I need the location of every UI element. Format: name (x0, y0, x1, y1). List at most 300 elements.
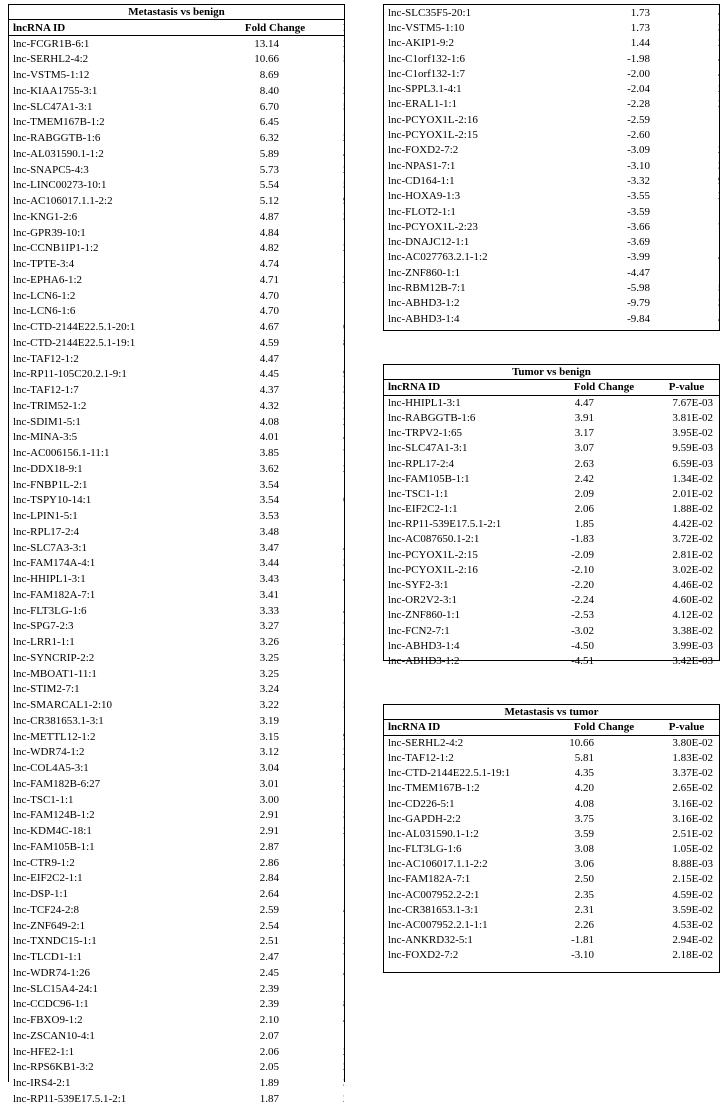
lncrna-id-cell: lnc-CTD-2144E22.5.1-20:1 (13, 321, 136, 334)
lncrna-id-cell: lnc-CCNB1IP1-1:2 (13, 242, 99, 255)
p-value-cell (343, 461, 344, 477)
p-value-cell (343, 52, 344, 68)
fold-change-cell: 1.89 (259, 1077, 279, 1090)
table-row (9, 587, 344, 603)
lncrna-id-cell: lnc-ERAL1-1:1 (388, 98, 458, 111)
lncrna-id-cell: lnc-FLT3LG-1:6 (13, 604, 87, 617)
p-value-cell (343, 650, 344, 666)
p-value-cell (343, 997, 344, 1013)
fold-change-cell: 8.69 (259, 69, 279, 82)
table-row (384, 280, 719, 295)
p-value-cell: 4.53E-02 (672, 919, 713, 932)
lncrna-id-cell: lnc-SNAPC5-4:3 (13, 163, 89, 176)
table-row (9, 634, 344, 650)
fold-change-cell: -4.51 (571, 654, 594, 667)
p-value-cell (343, 477, 344, 493)
fold-change-cell: 4.74 (259, 258, 279, 271)
table-row (384, 471, 719, 486)
lncrna-id-cell: lnc-HHIPL1-3:1 (388, 397, 461, 410)
fold-change-cell: 2.59 (259, 903, 279, 916)
fold-change-cell: -4.50 (571, 639, 594, 652)
metastasis-vs-benign-table (8, 4, 345, 1105)
fold-change-cell: 2.09 (574, 487, 594, 500)
lncrna-id-cell: lnc-STIM2-7:1 (13, 683, 80, 696)
lncrna-id-cell: lnc-FAM124B-1:2 (13, 809, 95, 822)
lncrna-id-cell: lnc-MINA-3:5 (13, 431, 78, 444)
lncrna-id-cell: lnc-PCYOX1L-2:16 (388, 113, 478, 126)
p-value-cell (343, 445, 344, 461)
table-row (384, 811, 719, 826)
fold-change-cell: -9.84 (627, 312, 650, 325)
fold-change-cell: -1.81 (571, 934, 594, 947)
table-row (9, 319, 344, 335)
p-value-cell (718, 127, 719, 142)
table-row (384, 36, 719, 51)
p-value-cell: 7.67E-03 (672, 397, 713, 410)
table-row (9, 540, 344, 556)
table-row (384, 250, 719, 265)
fold-change-cell: 2.87 (259, 840, 279, 853)
p-value-cell: 8.88E-03 (672, 858, 713, 871)
fold-change-cell: 3.33 (259, 604, 279, 617)
lncrna-id-cell: lnc-ZNF860-1:1 (388, 609, 461, 622)
fold-change-cell: 5.12 (259, 195, 279, 208)
fold-change-cell: 2.10 (259, 1014, 279, 1027)
fold-change-cell: 2.91 (259, 825, 279, 838)
p-value-cell: 1.05E-02 (672, 843, 713, 856)
fold-change-cell: 3.01 (259, 777, 279, 790)
lncrna-id-cell: lnc-C1orf132-1:7 (388, 67, 465, 80)
fold-change-cell: 2.51 (259, 935, 279, 948)
fold-change-cell: 2.47 (259, 951, 279, 964)
p-value-cell: 3.80E-02 (672, 737, 713, 750)
lncrna-id-cell: lnc-FNBP1L-2:1 (13, 478, 88, 491)
fold-change-cell: 4.37 (259, 384, 279, 397)
table-row (9, 760, 344, 776)
p-value-cell (343, 1075, 344, 1091)
table-row (9, 934, 344, 950)
fold-change-cell: -2.00 (627, 67, 650, 80)
p-value-cell (343, 949, 344, 965)
lncrna-id-cell: lnc-DDX18-9:1 (13, 462, 83, 475)
p-value-cell: 3.16E-02 (672, 797, 713, 810)
fold-change-cell: 4.70 (259, 289, 279, 302)
table-row (9, 949, 344, 965)
lncrna-id-cell: lnc-FOXD2-7:2 (388, 144, 459, 157)
p-value-cell (718, 112, 719, 127)
table-row (384, 265, 719, 280)
lncrna-id-cell: lnc-WDR74-1:26 (13, 966, 90, 979)
table-row (384, 395, 719, 410)
lncrna-id-cell: lnc-ZNF860-1:1 (388, 266, 461, 279)
table-row (9, 430, 344, 446)
column-header-fold-change: Fold Change (207, 20, 343, 36)
fold-change-cell: 3.19 (259, 714, 279, 727)
lncrna-id-cell: lnc-EPHA6-1:2 (13, 273, 83, 286)
p-value-cell (718, 51, 719, 66)
p-value-cell (343, 430, 344, 446)
lncrna-id-cell: lnc-VSTM5-1:10 (388, 21, 465, 34)
lncrna-id-cell: lnc-DNAJC12-1:1 (388, 236, 470, 249)
column-header-lncrna-id: lncRNA ID (384, 380, 554, 395)
fold-change-cell: 2.45 (259, 966, 279, 979)
table-row (9, 981, 344, 997)
p-value-cell (343, 619, 344, 635)
table-row (384, 5, 719, 20)
p-value-cell (718, 81, 719, 96)
p-value-cell (343, 1091, 344, 1107)
fold-change-cell: 3.26 (259, 636, 279, 649)
table-row (9, 871, 344, 887)
p-value-cell (343, 351, 344, 367)
p-value-cell (343, 225, 344, 241)
lncrna-id-cell: lnc-RABGGTB-1:6 (388, 411, 476, 424)
p-value-cell (343, 682, 344, 698)
lncrna-id-cell: lnc-FAM182A-7:1 (13, 588, 96, 601)
table-row (384, 653, 719, 668)
tumor-vs-benign-table (383, 364, 720, 667)
p-value-cell: 2.51E-02 (672, 827, 713, 840)
p-value-cell: 3.02E-02 (672, 563, 713, 576)
p-value-cell: 4.46E-02 (672, 579, 713, 592)
fold-change-cell: -1.98 (627, 52, 650, 65)
lncrna-id-cell: lnc-AC087650.1-2:1 (388, 533, 480, 546)
lncrna-id-cell: lnc-TCF24-2:8 (13, 903, 79, 916)
fold-change-cell: -2.53 (571, 609, 594, 622)
table-row (9, 36, 344, 52)
table-row (9, 666, 344, 682)
fold-change-cell: 2.64 (259, 888, 279, 901)
fold-change-cell: 2.39 (259, 982, 279, 995)
p-value-cell (343, 83, 344, 99)
p-value-cell (343, 508, 344, 524)
lncrna-id-cell: lnc-TSPY10-14:1 (13, 494, 92, 507)
lncrna-id-cell: lnc-TMEM167B-1:2 (388, 782, 480, 795)
metastasis-vs-benign-continued-table (383, 4, 720, 331)
table-row (9, 918, 344, 934)
fold-change-cell: -3.55 (627, 190, 650, 203)
p-value-cell (343, 1060, 344, 1076)
lncrna-id-cell: lnc-COL4A5-3:1 (13, 762, 89, 775)
p-value-cell (343, 603, 344, 619)
lncrna-id-cell: lnc-ZNF649-2:1 (13, 919, 86, 932)
lncrna-id-cell: lnc-TSC1-1:1 (13, 793, 74, 806)
fold-change-cell: 2.42 (574, 472, 594, 485)
table-row (384, 735, 719, 750)
lncrna-id-cell: lnc-LCN6-1:6 (13, 305, 76, 318)
lncrna-id-cell: lnc-PCYOX1L-2:16 (388, 563, 478, 576)
column-header-p-value: P-value (654, 380, 719, 395)
table-row (9, 997, 344, 1013)
table-row (384, 562, 719, 577)
fold-change-cell: 3.27 (259, 620, 279, 633)
p-value-cell (718, 20, 719, 35)
p-value-cell (343, 382, 344, 398)
table-row (384, 426, 719, 441)
lncrna-id-cell: lnc-RBM12B-7:1 (388, 281, 466, 294)
lncrna-id-cell: lnc-SERHL2-4:2 (13, 53, 89, 66)
table-row (384, 532, 719, 547)
table-row (384, 486, 719, 501)
lncrna-id-cell: lnc-HFE2-1:1 (13, 1045, 75, 1058)
p-value-cell: 3.42E-03 (672, 654, 713, 667)
lncrna-id-cell: lnc-SMARCAL1-2:10 (13, 699, 112, 712)
table-row (9, 52, 344, 68)
p-value-cell (343, 587, 344, 603)
lncrna-id-cell: lnc-FAM105B-1:1 (13, 840, 95, 853)
fold-change-cell: -2.04 (627, 83, 650, 96)
lncrna-id-cell: lnc-CTD-2144E22.5.1-19:1 (13, 336, 136, 349)
lncrna-id-cell: lnc-LINC00273-10:1 (13, 179, 107, 192)
fold-change-cell: 4.70 (259, 305, 279, 318)
table-row (9, 886, 344, 902)
fold-change-cell: 4.71 (259, 273, 279, 286)
p-value-cell (343, 288, 344, 304)
table-row (384, 872, 719, 887)
p-value-cell: 2.15E-02 (672, 873, 713, 886)
lncrna-id-cell: lnc-ABHD3-1:2 (388, 654, 460, 667)
table-row (9, 508, 344, 524)
lncrna-id-cell: lnc-LPIN1-5:1 (13, 510, 78, 523)
fold-change-cell: 4.01 (259, 431, 279, 444)
fold-change-cell: 5.54 (259, 179, 279, 192)
lncrna-id-cell: lnc-SPPL3.1-4:1 (388, 83, 462, 96)
column-header-fold-change: Fold Change (554, 380, 654, 395)
fold-change-cell: 4.82 (259, 242, 279, 255)
table-row (9, 713, 344, 729)
fold-change-cell: -3.10 (627, 159, 650, 172)
p-value-cell (343, 1028, 344, 1044)
fold-change-cell: 4.08 (574, 797, 594, 810)
lncrna-id-cell: lnc-C1orf132-1:6 (388, 52, 465, 65)
fold-change-cell: 2.05 (259, 1061, 279, 1074)
fold-change-cell: 4.84 (259, 226, 279, 239)
table-row (9, 414, 344, 430)
lncrna-id-cell: lnc-ABHD3-1:2 (388, 297, 460, 310)
table-row (9, 1012, 344, 1028)
fold-change-cell: 3.22 (259, 699, 279, 712)
table-row (384, 173, 719, 188)
p-value-cell (718, 5, 719, 20)
p-value-cell (343, 493, 344, 509)
table-row (9, 823, 344, 839)
lncrna-id-cell: lnc-SPG7-2:3 (13, 620, 74, 633)
table-row (384, 81, 719, 96)
table-row (384, 517, 719, 532)
table-row (9, 1060, 344, 1076)
fold-change-cell: -1.83 (571, 533, 594, 546)
table-row (9, 351, 344, 367)
fold-change-cell: 4.32 (259, 399, 279, 412)
fold-change-cell: 4.87 (259, 210, 279, 223)
lncrna-id-cell: lnc-TAF12-1:2 (13, 352, 79, 365)
table-row (9, 1075, 344, 1091)
p-value-cell (343, 792, 344, 808)
p-value-cell: 3.95E-02 (672, 427, 713, 440)
fold-change-cell: 2.06 (259, 1045, 279, 1058)
fold-change-cell: 3.54 (259, 494, 279, 507)
fold-change-cell: 2.07 (259, 1029, 279, 1042)
fold-change-cell: 4.35 (574, 767, 594, 780)
lncrna-id-cell: lnc-HHIPL1-3:1 (13, 573, 86, 586)
p-value-cell (343, 634, 344, 650)
p-value-cell: 9.59E-03 (672, 442, 713, 455)
table-row (384, 51, 719, 66)
p-value-cell: 3.37E-02 (672, 767, 713, 780)
lncrna-id-cell: lnc-SYF2-3:1 (388, 579, 449, 592)
p-value-cell: 3.99E-03 (672, 639, 713, 652)
p-value-cell (343, 776, 344, 792)
p-value-cell: 3.38E-02 (672, 624, 713, 637)
table-row (384, 143, 719, 158)
fold-change-cell: 1.87 (259, 1092, 279, 1105)
p-value-cell: 2.81E-02 (672, 548, 713, 561)
column-header-p-value (343, 20, 344, 36)
p-value-cell (718, 189, 719, 204)
fold-change-cell: 2.35 (574, 888, 594, 901)
table-row (9, 461, 344, 477)
lncrna-id-cell: lnc-ABHD3-1:4 (388, 312, 460, 325)
lncrna-id-cell: lnc-RPL17-2:4 (388, 457, 454, 470)
table-title: Tumor vs benign (384, 365, 719, 380)
p-value-cell (343, 130, 344, 146)
fold-change-cell: 3.08 (574, 843, 594, 856)
fold-change-cell: -9.79 (627, 297, 650, 310)
lncrna-id-cell: lnc-SLC7A3-3:1 (13, 541, 87, 554)
p-value-cell: 4.42E-02 (672, 518, 713, 531)
table-row (9, 493, 344, 509)
table-row (9, 304, 344, 320)
lncrna-id-cell: lnc-ANKRD32-5:1 (388, 934, 473, 947)
column-header-p-value: P-value (654, 720, 719, 735)
p-value-cell (343, 823, 344, 839)
column-header-fold-change: Fold Change (554, 720, 654, 735)
lncrna-id-cell: lnc-HOXA9-1:3 (388, 190, 461, 203)
lncrna-id-cell: lnc-FAM105B-1:1 (388, 472, 470, 485)
fold-change-cell: 3.48 (259, 525, 279, 538)
table-row (9, 524, 344, 540)
fold-change-cell: 5.89 (259, 147, 279, 160)
p-value-cell (343, 304, 344, 320)
table-row (384, 917, 719, 932)
table-row (384, 577, 719, 592)
fold-change-cell: 2.91 (259, 809, 279, 822)
fold-change-cell: 3.44 (259, 557, 279, 570)
table-row (384, 623, 719, 638)
p-value-cell (718, 158, 719, 173)
p-value-cell (343, 162, 344, 178)
lncrna-id-cell: lnc-AC007952.2-2:1 (388, 888, 480, 901)
p-value-cell: 1.34E-02 (672, 472, 713, 485)
p-value-cell (718, 280, 719, 295)
lncrna-id-cell: lnc-VSTM5-1:12 (13, 69, 90, 82)
p-value-cell (343, 556, 344, 572)
table-row (384, 902, 719, 917)
fold-change-cell: 8.40 (259, 84, 279, 97)
lncrna-id-cell: lnc-METTL12-1:2 (13, 730, 96, 743)
lncrna-id-cell: lnc-SLC47A1-3:1 (13, 100, 93, 113)
p-value-cell (718, 219, 719, 234)
lncrna-id-cell: lnc-CD164-1:1 (388, 174, 455, 187)
lncrna-id-cell: lnc-EIF2C2-1:1 (13, 872, 83, 885)
table-row (384, 608, 719, 623)
table-row (384, 887, 719, 902)
lncrna-id-cell: lnc-AC006156.1-11:1 (13, 447, 110, 460)
table-row (9, 776, 344, 792)
p-value-cell: 2.94E-02 (672, 934, 713, 947)
table-row (384, 933, 719, 948)
table-row (9, 99, 344, 115)
fold-change-cell: -2.60 (627, 129, 650, 142)
p-value-cell (343, 414, 344, 430)
fold-change-cell: 4.08 (259, 415, 279, 428)
lncrna-id-cell: lnc-RPS6KB1-3:2 (13, 1061, 94, 1074)
p-value-cell: 3.59E-02 (672, 903, 713, 916)
table-row (9, 398, 344, 414)
lncrna-id-cell: lnc-ZSCAN10-4:1 (13, 1029, 95, 1042)
fold-change-cell: 6.45 (259, 116, 279, 129)
p-value-cell (718, 97, 719, 112)
p-value-cell: 1.88E-02 (672, 503, 713, 516)
table-row (9, 571, 344, 587)
p-value-cell (343, 1044, 344, 1060)
lncrna-id-cell: lnc-LRR1-1:1 (13, 636, 75, 649)
fold-change-cell: 2.31 (574, 903, 594, 916)
lncrna-id-cell: lnc-WDR74-1:2 (13, 746, 85, 759)
p-value-cell (718, 173, 719, 188)
fold-change-cell: 6.32 (259, 132, 279, 145)
table-row (384, 638, 719, 653)
table-row (9, 1091, 344, 1107)
lncrna-id-cell: lnc-GAPDH-2:2 (388, 812, 461, 825)
fold-change-cell: 4.59 (259, 336, 279, 349)
fold-change-cell: 5.81 (574, 751, 594, 764)
fold-change-cell: -3.59 (627, 205, 650, 218)
fold-change-cell: 2.86 (259, 856, 279, 869)
p-value-cell: 2.18E-02 (672, 949, 713, 962)
lncrna-id-cell: lnc-LCN6-1:2 (13, 289, 76, 302)
lncrna-id-cell: lnc-DSP-1:1 (13, 888, 68, 901)
fold-change-cell: 5.73 (259, 163, 279, 176)
table-row (9, 382, 344, 398)
p-value-cell (343, 666, 344, 682)
p-value-cell (343, 319, 344, 335)
fold-change-cell: 2.63 (574, 457, 594, 470)
lncrna-id-cell: lnc-AKIP1-9:2 (388, 37, 454, 50)
p-value-cell: 4.12E-02 (672, 609, 713, 622)
table-row (384, 547, 719, 562)
p-value-cell (343, 902, 344, 918)
table-row (384, 296, 719, 311)
table-row (9, 650, 344, 666)
p-value-cell (718, 66, 719, 81)
lncrna-id-cell: lnc-MBOAT1-11:1 (13, 667, 97, 680)
table-row (384, 502, 719, 517)
lncrna-id-cell: lnc-OR2V2-3:1 (388, 594, 458, 607)
fold-change-cell: 2.54 (259, 919, 279, 932)
fold-change-cell: 1.73 (630, 6, 650, 19)
fold-change-cell: 3.62 (259, 462, 279, 475)
fold-change-cell: -2.10 (571, 563, 594, 576)
p-value-cell (343, 99, 344, 115)
table-row (384, 410, 719, 425)
lncrna-id-cell: lnc-SLC47A1-3:1 (388, 442, 468, 455)
p-value-cell (718, 250, 719, 265)
p-value-cell: 3.16E-02 (672, 812, 713, 825)
p-value-cell: 1.83E-02 (672, 751, 713, 764)
lncrna-id-cell: lnc-RABGGTB-1:6 (13, 132, 101, 145)
lncrna-id-cell: lnc-TAF12-1:2 (388, 751, 454, 764)
